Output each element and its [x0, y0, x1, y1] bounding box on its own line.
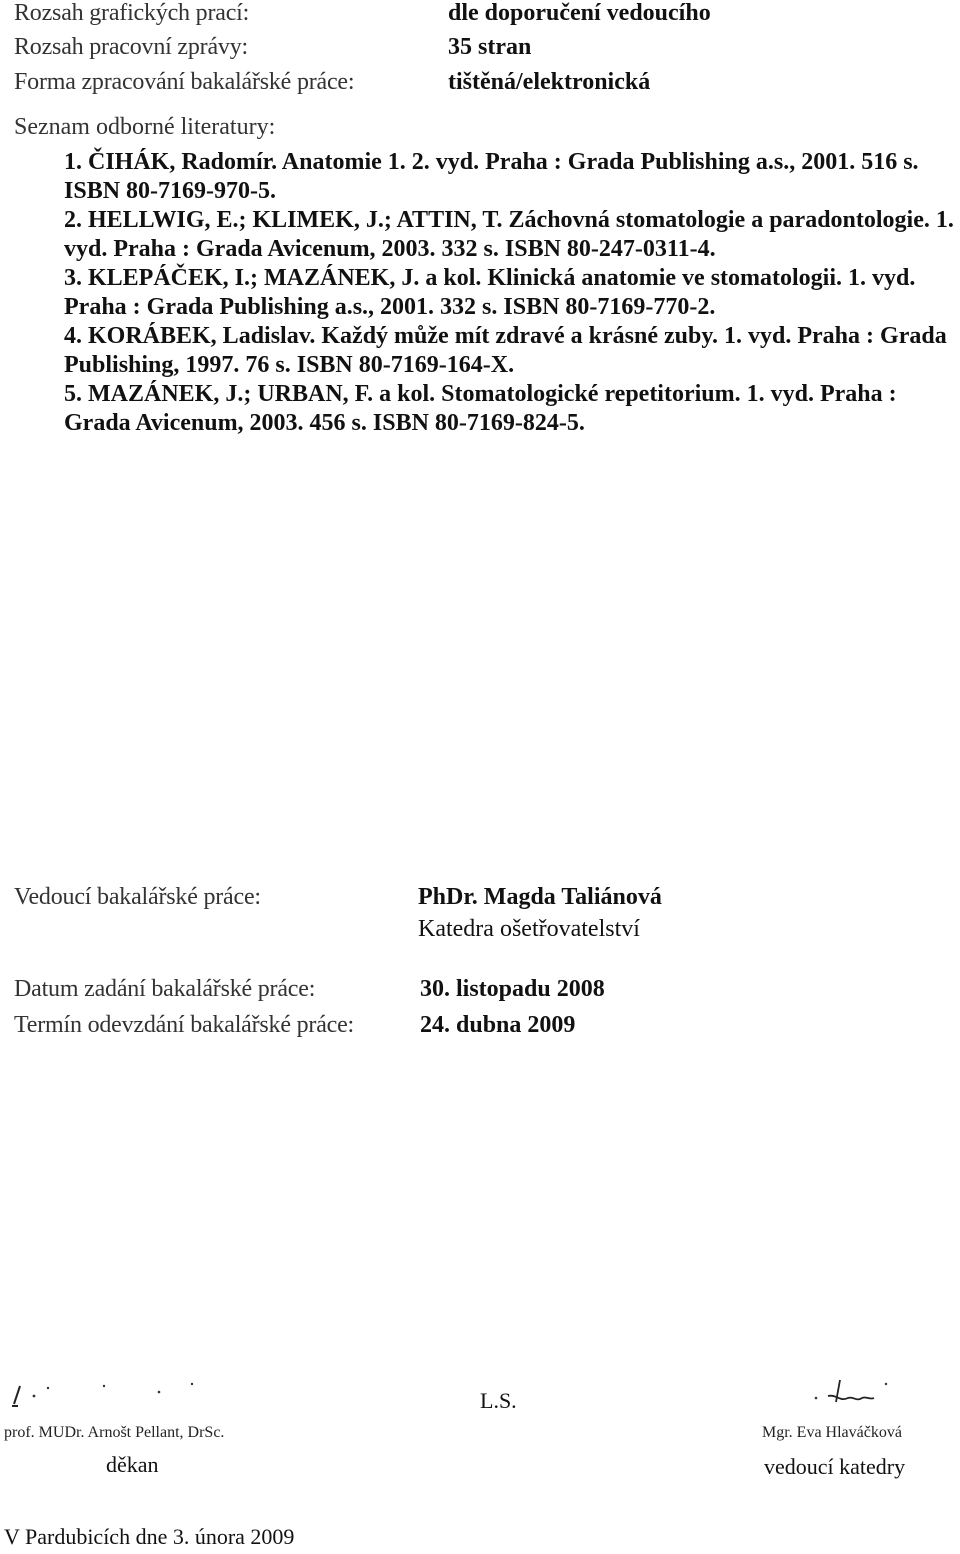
supervisor-label: Vedoucí bakalářské práce: — [14, 884, 261, 910]
supervisor-department: Katedra ošetřovatelství — [418, 916, 640, 942]
head-signature — [806, 1376, 896, 1412]
report-scope-value: 35 stran — [448, 34, 532, 60]
supervisor-name: PhDr. Magda Taliánová — [418, 884, 662, 910]
head-name: Mgr. Eva Hlaváčková — [762, 1424, 902, 1441]
head-role: vedoucí katedry — [764, 1454, 906, 1479]
literature-item: 3. KLEPÁČEK, I.; MAZÁNEK, J. a kol. Klinická anatomie ve stomatologii. 1. vyd. Praha : Grada Publishing a.s., 2001. 332 s. ISBN 80-7169-770-2. — [64, 265, 916, 320]
due-date-value: 24. dubna 2009 — [420, 1012, 576, 1038]
form-value: tištěná/elektronická — [448, 69, 651, 95]
assigned-date-value: 30. listopadu 2008 — [420, 976, 605, 1002]
literature-heading: Seznam odborné literatury: — [14, 114, 276, 140]
dean-name: prof. MUDr. Arnošt Pellant, DrSc. — [4, 1424, 225, 1441]
literature-list — [64, 148, 954, 438]
dean-role: děkan — [106, 1452, 159, 1477]
literature-item: 2. HELLWIG, E.; KLIMEK, J.; ATTIN, T. Záchovná stomatologie a paradontologie. 1. vyd. Praha : Grada Avicenum, 2003. 332 s. ISBN 80-247-0311-4. — [64, 207, 954, 262]
form-label: Forma zpracování bakalářské práce: — [14, 69, 355, 95]
assigned-date-label: Datum zadání bakalářské práce: — [14, 976, 316, 1002]
report-scope-label: Rozsah pracovní zprávy: — [14, 34, 248, 60]
literature-item: 5. MAZÁNEK, J.; URBAN, F. a kol. Stomatologické repetitorium. 1. vyd. Praha : Grada Avicenum, 2003. 456 s. ISBN 80-7169-824-5. — [64, 381, 897, 436]
graphic-scope-label: Rozsah grafických prací: — [14, 0, 250, 26]
literature-item: 1. ČIHÁK, Radomír. Anatomie 1. 2. vyd. Praha : Grada Publishing a.s., 2001. 516 s. ISBN 80-7169-970-5. — [64, 149, 919, 204]
graphic-scope-value: dle doporučení vedoucího — [448, 0, 711, 26]
literature-item: 4. KORÁBEK, Ladislav. Každý může mít zdravé a krásné zuby. 1. vyd. Praha : Grada Publishing, 1997. 76 s. ISBN 80-7169-164-X. — [64, 323, 947, 378]
dean-signature — [4, 1378, 204, 1412]
seal-mark: L.S. — [480, 1388, 517, 1413]
due-date-label: Termín odevzdání bakalářské práce: — [14, 1012, 355, 1038]
place-and-date: V Pardubicích dne 3. února 2009 — [4, 1524, 295, 1549]
